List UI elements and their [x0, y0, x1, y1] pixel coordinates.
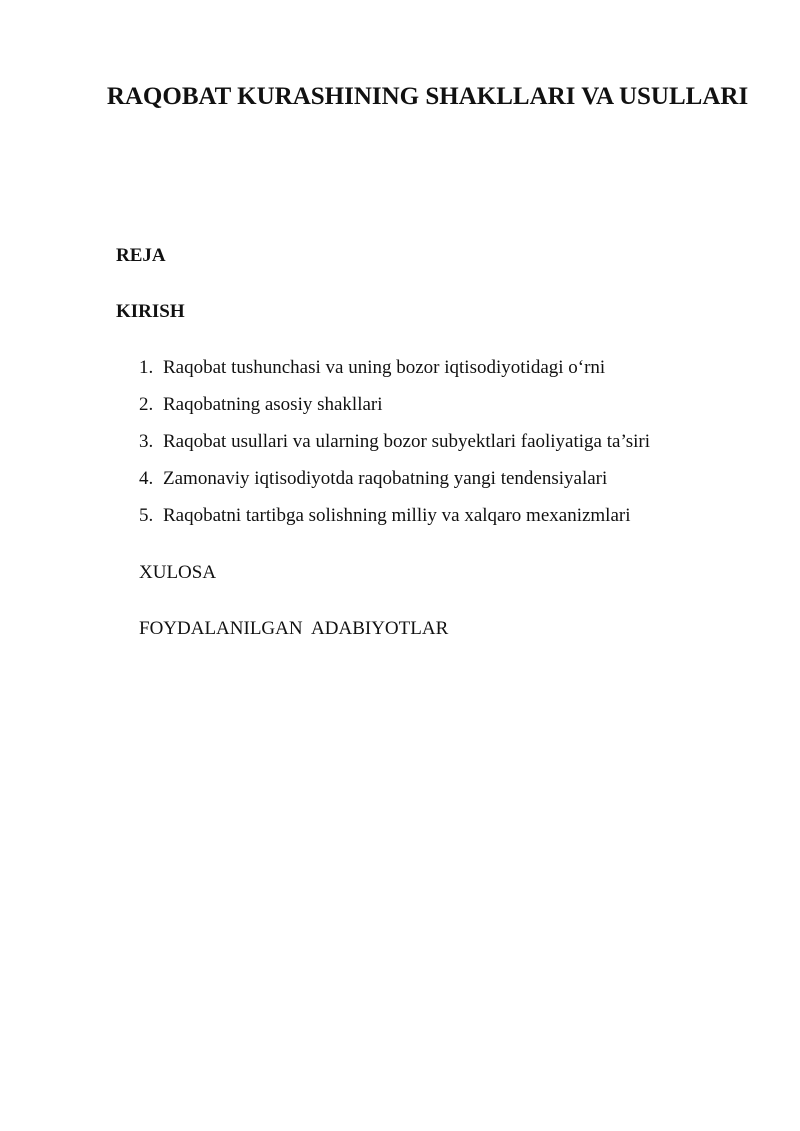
item-text: Raqobat usullari va ularning bozor subyektlari faoliyatiga ta’siri	[163, 431, 651, 452]
document-title: RAQOBAT KURASHINING SHAKLLARI VA USULLARI	[106, 83, 749, 110]
item-text: Raqobatni tartibga solishning milliy va xalqaro mexanizmlari	[163, 505, 631, 526]
item-text: Raqobatning asosiy shakllari	[163, 394, 383, 415]
list-item	[139, 430, 650, 467]
list-item	[139, 356, 650, 393]
item-number: 2.	[139, 394, 154, 415]
plan-heading: REJA	[116, 245, 166, 266]
list-item	[139, 393, 650, 430]
item-number: 4.	[139, 468, 154, 489]
item-number: 1.	[139, 357, 154, 378]
list-item	[139, 467, 650, 504]
item-number: 5.	[139, 505, 154, 526]
contents-list	[139, 356, 650, 541]
item-text: Zamonaviy iqtisodiyotda raqobatning yangi tendensiyalari	[163, 468, 608, 489]
item-text: Raqobat tushunchasi va uning bozor iqtisodiyotidagi o‘rni	[163, 357, 606, 378]
intro-heading: KIRISH	[116, 301, 185, 322]
item-number: 3.	[139, 431, 154, 452]
conclusion-heading: XULOSA	[139, 562, 217, 583]
list-item	[139, 504, 650, 541]
references-heading: FOYDALANILGAN ADABIYOTLAR	[139, 618, 449, 639]
